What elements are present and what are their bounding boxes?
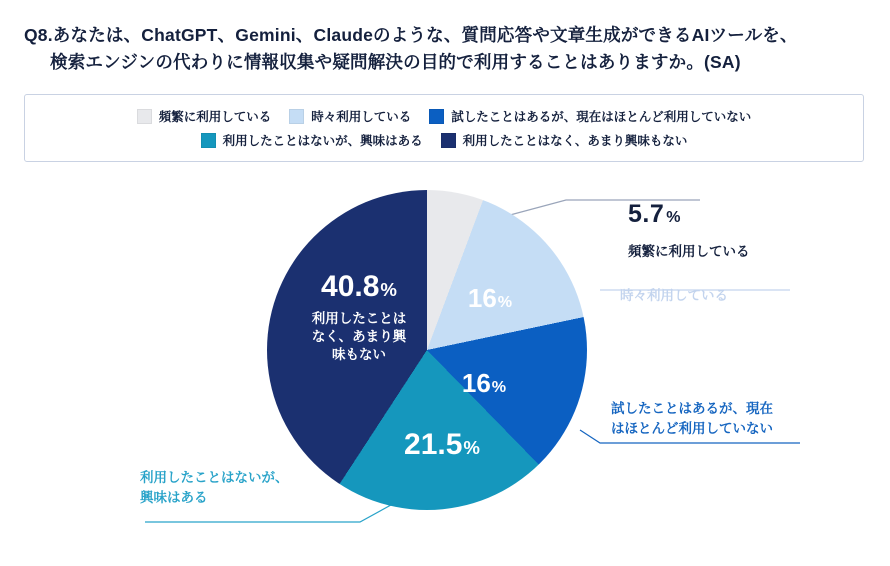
legend-swatch-icon bbox=[289, 109, 304, 124]
title-line-1: Q8.あなたは、ChatGPT、Gemini、Claudeのような、質問応答や文章生成ができるAIツールを、 bbox=[24, 25, 798, 45]
callout-label-line2: 興味はある bbox=[140, 490, 208, 506]
callout-sometimes bbox=[620, 286, 728, 306]
legend-label: 試したことはあるが、現在はほとんど利用していない bbox=[451, 110, 752, 124]
slice-sublabel-line3: 味もない bbox=[332, 347, 386, 363]
callout-label-line1: 利用したことはないが、 bbox=[140, 470, 289, 485]
legend-row-1 bbox=[35, 104, 853, 128]
legend-label: 利用したことはないが、興味はある bbox=[222, 134, 423, 148]
callout-label-line1: 試したことはあるが、現在 bbox=[611, 401, 773, 416]
slice-sublabel-line1: 利用したことは bbox=[311, 311, 407, 326]
legend-item-frequent bbox=[137, 107, 272, 125]
legend-swatch-icon bbox=[137, 109, 152, 124]
slice-sublabel-line2: なく、あまり興 bbox=[311, 329, 407, 345]
legend-label: 時々利用している bbox=[311, 110, 412, 124]
legend-label: 頻繁に利用している bbox=[158, 110, 272, 124]
legend-row-2 bbox=[35, 128, 853, 152]
callout-label-line2: はほとんど利用していない bbox=[611, 421, 773, 437]
callout-label: 頻繁に利用している bbox=[628, 243, 750, 259]
legend-label: 利用したことはなく、あまり興味もない bbox=[462, 134, 688, 148]
pie-chart bbox=[267, 190, 587, 510]
chart-legend bbox=[24, 94, 864, 162]
slice-value: 16% bbox=[467, 283, 513, 313]
callout-label: 時々利用している bbox=[620, 288, 728, 303]
callout-tried bbox=[611, 399, 773, 440]
slice-value: 40.8% bbox=[321, 270, 397, 303]
legend-item-interested bbox=[201, 131, 423, 149]
legend-item-not-interested bbox=[441, 131, 688, 149]
legend-item-sometimes bbox=[289, 107, 411, 125]
callout-frequent bbox=[628, 196, 750, 262]
callout-value: 5.7 % bbox=[628, 200, 681, 228]
legend-swatch-icon bbox=[441, 133, 456, 148]
page-title bbox=[24, 22, 864, 76]
legend-item-tried bbox=[429, 107, 751, 125]
legend-swatch-icon bbox=[429, 109, 444, 124]
legend-swatch-icon bbox=[201, 133, 216, 148]
callout-interested bbox=[140, 468, 289, 509]
pie-slices bbox=[267, 190, 587, 510]
title-line-2: 検索エンジンの代わりに情報収集や疑問解決の目的で利用することはありますか。(SA) bbox=[50, 52, 741, 73]
slice-value: 21.5% bbox=[404, 428, 480, 461]
slice-value: 16% bbox=[461, 368, 507, 398]
